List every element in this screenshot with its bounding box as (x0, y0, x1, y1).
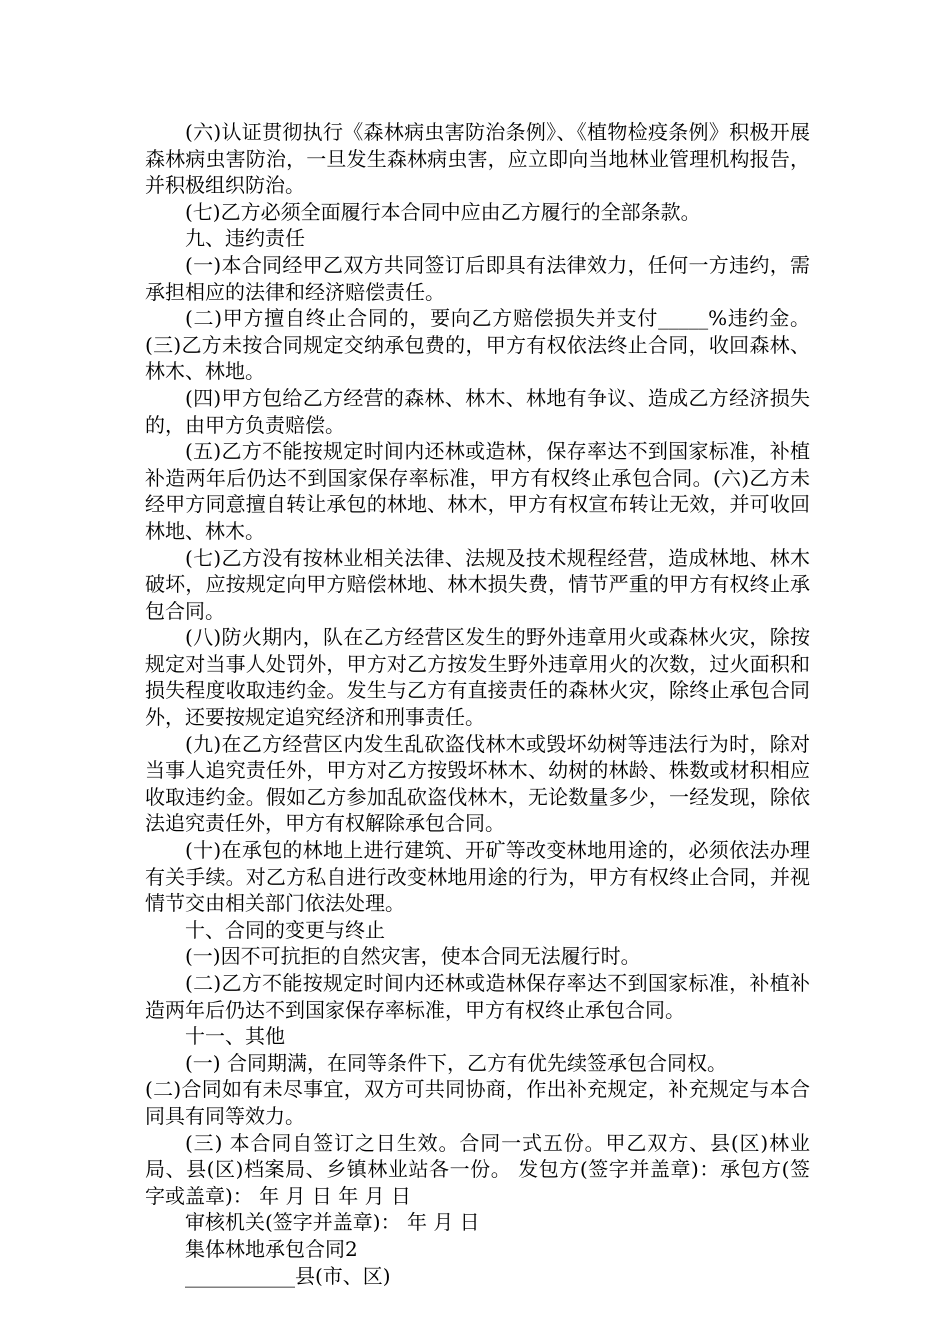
paragraph-breach-9: (九)在乙方经营区内发生乱砍盗伐林木或毁坏幼树等违法行为时，除对当事人追究责任外，甲方对乙方按毁坏林木、幼树的林龄、株数或材积相应收取违约金。假如乙方参加乱砍盗伐林木，无论数量多少，一经发现，除依法追究责任外，甲方有权解除承包合同。 (145, 731, 810, 836)
paragraph-county-blank: ___________县(市、区) (185, 1263, 391, 1288)
paragraph-breach-4: (四)甲方包给乙方经营的森林、林木、林地有争议、造成乙方经济损失的，由甲方负责赔偿。 (145, 385, 810, 437)
paragraph-change-1: (一)因不可抗拒的自然灾害，使本合同无法履行时。 (185, 944, 641, 969)
paragraph-other-1: (一) 合同期满，在同等条件下，乙方有优先续签承包合同权。 (185, 1050, 727, 1075)
paragraph-fulfil-terms: (七)乙方必须全面履行本合同中应由乙方履行的全部条款。 (185, 199, 701, 224)
heading-breach-liability: 九、违约责任 (185, 226, 305, 251)
paragraph-breach-10: (十)在承包的林地上进行建筑、开矿等改变林地用途的，必须依法办理有关手续。对乙方私自进行改变林地用途的行为，甲方有权终止合同，并视情节交由相关部门依法处理。 (145, 838, 810, 916)
paragraph-breach-8: (八)防火期内，队在乙方经营区发生的野外违章用火或森林火灾，除按规定对当事人处罚外，甲方对乙方按发生野外违章用火的次数，过火面积和损失程度收取违约金。发生与乙方有直接责任的森林火灾，除终止承包合同外，还要按规定追究经济和刑事责任。 (145, 625, 810, 730)
paragraph-pest-control: (六)认证贯彻执行《森林病虫害防治条例》、《植物检疫条例》积极开展森林病虫害防治，一旦发生森林病虫害，应立即向当地林业管理机构报告，并积极组织防治。 (145, 120, 810, 198)
paragraph-change-2: (二)乙方不能按规定时间内还林或造林保存率达不到国家标准，补植补造两年后仍达不到国家保存率标准，甲方有权终止承包合同。 (145, 971, 810, 1022)
paragraph-breach-2: (二)甲方擅自终止合同的，要向乙方赔偿损失并支付_____%违约金。(三)乙方未按合同规定交纳承包费的，甲方有权依法终止合同，收回森林、林木、林地。 (145, 306, 810, 384)
heading-contract-2: 集体林地承包合同2 (185, 1236, 358, 1261)
paragraph-review-authority: 审核机关(签字并盖章)： 年 月 日 (185, 1210, 480, 1235)
paragraph-breach-5: (五)乙方不能按规定时间内还林或造林，保存率达不到国家标准，补植补造两年后仍达不到国家保存率标准，甲方有权终止承包合同。(六)乙方未经甲方同意擅自转让承包的林地、林木，甲方有权宣布转让无效，并可收回林地、林木。 (145, 439, 810, 543)
paragraph-other-2: (二)合同如有未尽事宜，双方可共同协商，作出补充规定，补充规定与本合同具有同等效力。 (145, 1077, 810, 1128)
heading-other: 十一、其他 (185, 1024, 285, 1049)
document-page (145, 119, 810, 1289)
heading-change-termination: 十、合同的变更与终止 (185, 917, 385, 942)
paragraph-other-3-signatures: (三) 本合同自签订之日生效。合同一式五份。甲乙双方、县(区)林业局、县(区)档案局、乡镇林业站各一份。 发包方(签字并盖章)：承包方(签字或盖章)： 年 月 日 年 月 日 (145, 1130, 810, 1208)
paragraph-breach-1: (一)本合同经甲乙双方共同签订后即具有法律效力，任何一方违约，需承担相应的法律和经济赔偿责任。 (145, 252, 810, 304)
paragraph-breach-7: (七)乙方没有按林业相关法律、法规及技术规程经营，造成林地、林木破坏，应按规定向甲方赔偿林地、林木损失费，情节严重的甲方有权终止承包合同。 (145, 545, 810, 623)
